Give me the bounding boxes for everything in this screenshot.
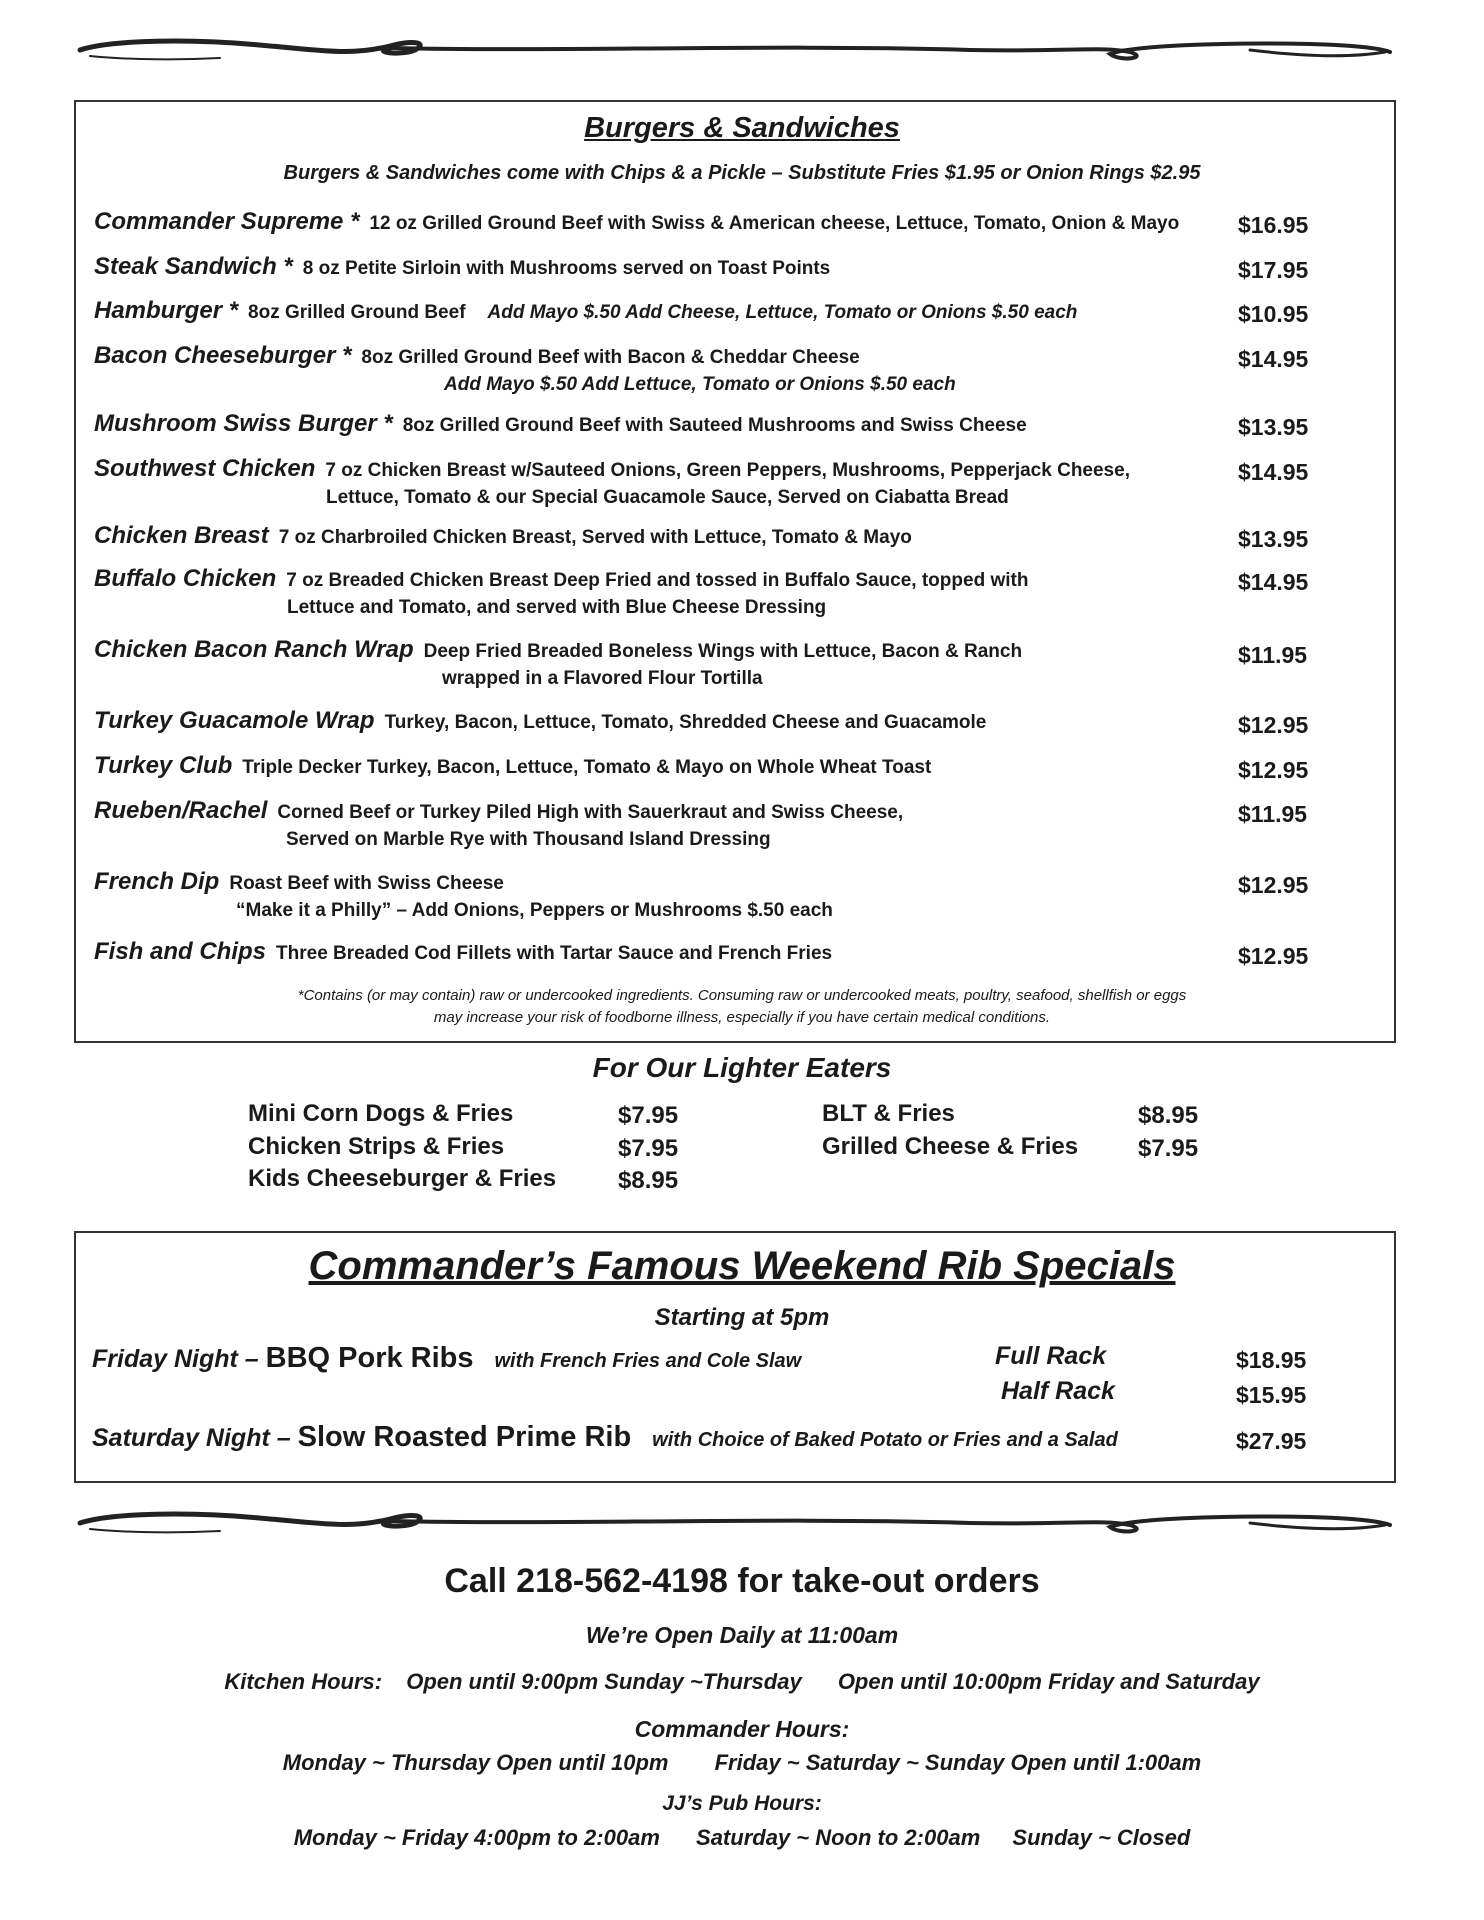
saturday-item: Slow Roasted Prime Rib: [297, 1421, 632, 1453]
item-description: Turkey, Bacon, Lettuce, Tomato, Shredded Cheese and Guacamole: [384, 712, 987, 733]
pub-hours-saturday: Saturday ~ Noon to 2:00am: [696, 1825, 981, 1850]
friday-note: with French Fries and Cole Slaw: [494, 1350, 802, 1372]
item-price: $17.95: [1238, 257, 1309, 283]
lighter-item-price: $7.95: [618, 1135, 679, 1162]
commander-hours-weekend: Friday ~ Saturday ~ Sunday Open until 1:00am: [714, 1750, 1202, 1775]
half-rack-price: $15.95: [1236, 1382, 1307, 1408]
commander-hours-weekday: Monday ~ Thursday Open until 10pm: [282, 1750, 669, 1775]
commander-hours: [0, 1750, 1484, 1776]
menu-item: [94, 707, 1314, 735]
item-description-line2: Served on Marble Rye with Thousand Island Dressing: [286, 829, 771, 850]
friday-special: [92, 1342, 801, 1375]
menu-item: [94, 253, 1314, 281]
full-rack-label: Full Rack: [995, 1342, 1107, 1370]
lighter-item-price: $7.95: [1138, 1135, 1199, 1162]
item-description: Deep Fried Breaded Boneless Wings with Lettuce, Bacon & Ranch: [423, 641, 1023, 662]
rib-specials-subtitle: Starting at 5pm: [654, 1304, 830, 1331]
item-name: Turkey Club: [94, 752, 233, 779]
item-price: $12.95: [1238, 712, 1309, 738]
pub-hours-sunday: Sunday ~ Closed: [1012, 1825, 1191, 1850]
menu-item: [94, 342, 1314, 396]
item-price: $12.95: [1238, 757, 1309, 783]
menu-item: [94, 208, 1314, 236]
item-price: $16.95: [1238, 212, 1309, 238]
kitchen-hours: [0, 1669, 1484, 1695]
item-addons: Add Mayo $.50 Add Lettuce, Tomato or Onions $.50 each: [444, 374, 956, 395]
item-description: Roast Beef with Swiss Cheese: [229, 873, 504, 894]
lighter-item-name: BLT & Fries: [822, 1100, 955, 1127]
kitchen-hours-weekend: Open until 10:00pm Friday and Saturday: [837, 1669, 1260, 1694]
item-price: $13.95: [1238, 526, 1309, 552]
open-daily: We’re Open Daily at 11:00am: [585, 1622, 899, 1648]
lighter-item-name: Kids Cheeseburger & Fries: [248, 1165, 557, 1192]
item-name: Bacon Cheeseburger *: [94, 342, 352, 369]
menu-item: [94, 636, 1314, 690]
burgers-subtitle: Burgers & Sandwiches come with Chips & a Pickle – Substitute Fries $1.95 or Onion Rings $2.95: [283, 162, 1201, 184]
item-name: Hamburger *: [94, 297, 239, 324]
item-price: $14.95: [1238, 459, 1309, 485]
pub-hours-heading: JJ’s Pub Hours:: [662, 1792, 822, 1815]
menu-item: [94, 938, 1314, 966]
item-price: $12.95: [1238, 943, 1309, 969]
section-title-ribs: Commander’s Famous Weekend Rib Specials: [308, 1244, 1176, 1288]
bottom-swirl-divider: [70, 1503, 1400, 1543]
menu-item: [94, 797, 1314, 851]
commander-hours-heading: Commander Hours:: [634, 1716, 850, 1742]
menu-item: [94, 752, 1314, 780]
item-description-line2: Lettuce and Tomato, and served with Blue Cheese Dressing: [287, 597, 827, 618]
item-price: $14.95: [1238, 569, 1309, 595]
item-name: Southwest Chicken: [94, 455, 316, 482]
lighter-item-name: Grilled Cheese & Fries: [822, 1133, 1079, 1160]
saturday-note: with Choice of Baked Potato or Fries and a Salad: [652, 1429, 1118, 1451]
item-price: $11.95: [1238, 801, 1308, 827]
item-name: Commander Supreme *: [94, 208, 360, 235]
kitchen-hours-label: Kitchen Hours:: [224, 1669, 383, 1694]
item-price: $10.95: [1238, 301, 1309, 327]
item-description: 8 oz Petite Sirloin with Mushrooms served on Toast Points: [302, 258, 831, 279]
item-description: Three Breaded Cod Fillets with Tartar Sauce and French Fries: [276, 943, 833, 964]
saturday-prefix: Saturday Night –: [92, 1424, 291, 1452]
item-price: $13.95: [1238, 414, 1309, 440]
item-name: Chicken Breast: [94, 522, 269, 549]
saturday-price: $27.95: [1236, 1428, 1307, 1454]
lighter-item-name: Chicken Strips & Fries: [248, 1133, 505, 1160]
disclaimer-line-2: may increase your risk of foodborne illness, especially if you have certain medical conditions.: [433, 1009, 1051, 1026]
menu-item: [94, 455, 1314, 509]
lighter-item-price: $7.95: [618, 1102, 679, 1129]
lighter-item-price: $8.95: [1138, 1102, 1199, 1129]
saturday-special: [92, 1421, 1118, 1454]
item-name: Mushroom Swiss Burger *: [94, 410, 393, 437]
disclaimer-line-1: *Contains (or may contain) raw or undercooked ingredients. Consuming raw or undercooked meats, poultry, seafood, shellfish or eggs: [297, 987, 1187, 1004]
item-name: Turkey Guacamole Wrap: [94, 707, 375, 734]
item-description: 7 oz Charbroiled Chicken Breast, Served with Lettuce, Tomato & Mayo: [278, 527, 912, 548]
kitchen-hours-weekday: Open until 9:00pm Sunday ~Thursday: [406, 1669, 802, 1694]
half-rack-label: Half Rack: [1001, 1377, 1115, 1405]
top-swirl-divider: [70, 30, 1400, 70]
item-description-line2: wrapped in a Flavored Flour Tortilla: [442, 668, 763, 689]
menu-item: [94, 410, 1314, 438]
item-price: $11.95: [1238, 642, 1308, 668]
item-description: 7 oz Breaded Chicken Breast Deep Fried and tossed in Buffalo Sauce, topped with: [286, 570, 1029, 591]
item-name: Buffalo Chicken: [94, 565, 277, 592]
item-description: 8oz Grilled Ground Beef: [248, 302, 466, 323]
menu-item: [94, 565, 1314, 619]
lighter-item-price: $8.95: [618, 1167, 679, 1194]
item-price: $14.95: [1238, 346, 1309, 372]
item-description: Corned Beef or Turkey Piled High with Sauerkraut and Swiss Cheese,: [277, 802, 904, 823]
item-description: 12 oz Grilled Ground Beef with Swiss & American cheese, Lettuce, Tomato, Onion & Mayo: [369, 213, 1180, 234]
item-description: 8oz Grilled Ground Beef with Sauteed Mushrooms and Swiss Cheese: [402, 415, 1027, 436]
item-description: 7 oz Chicken Breast w/Sauteed Onions, Green Peppers, Mushrooms, Pepperjack Cheese,: [325, 460, 1130, 481]
menu-item: [94, 297, 1314, 325]
section-title-burgers: Burgers & Sandwiches: [584, 112, 900, 144]
friday-item: BBQ Pork Ribs: [265, 1342, 474, 1374]
item-addons: Add Mayo $.50 Add Cheese, Lettuce, Tomato or Onions $.50 each: [487, 302, 1078, 323]
pub-hours-weekday: Monday ~ Friday 4:00pm to 2:00am: [293, 1825, 660, 1850]
item-price: $12.95: [1238, 872, 1309, 898]
item-description-line2: “Make it a Philly” – Add Onions, Peppers or Mushrooms $.50 each: [236, 900, 833, 921]
menu-item: [94, 868, 1314, 922]
pub-hours: [0, 1825, 1484, 1851]
item-description: Triple Decker Turkey, Bacon, Lettuce, Tomato & Mayo on Whole Wheat Toast: [242, 757, 932, 778]
item-name: Rueben/Rachel: [94, 797, 268, 824]
item-name: Chicken Bacon Ranch Wrap: [94, 636, 414, 663]
item-name: Steak Sandwich *: [94, 253, 293, 280]
item-description-line2: Lettuce, Tomato & our Special Guacamole Sauce, Served on Ciabatta Bread: [326, 487, 1009, 508]
item-name: Fish and Chips: [94, 938, 267, 965]
item-description: 8oz Grilled Ground Beef with Bacon & Cheddar Cheese: [361, 347, 860, 368]
takeout-phone-line: Call 218-562-4198 for take-out orders: [444, 1562, 1040, 1600]
lighter-item-name: Mini Corn Dogs & Fries: [248, 1100, 514, 1127]
friday-prefix: Friday Night –: [92, 1345, 259, 1373]
menu-item: [94, 522, 1314, 550]
section-title-lighter: For Our Lighter Eaters: [592, 1052, 892, 1083]
item-name: French Dip: [94, 868, 220, 895]
full-rack-price: $18.95: [1236, 1347, 1307, 1373]
